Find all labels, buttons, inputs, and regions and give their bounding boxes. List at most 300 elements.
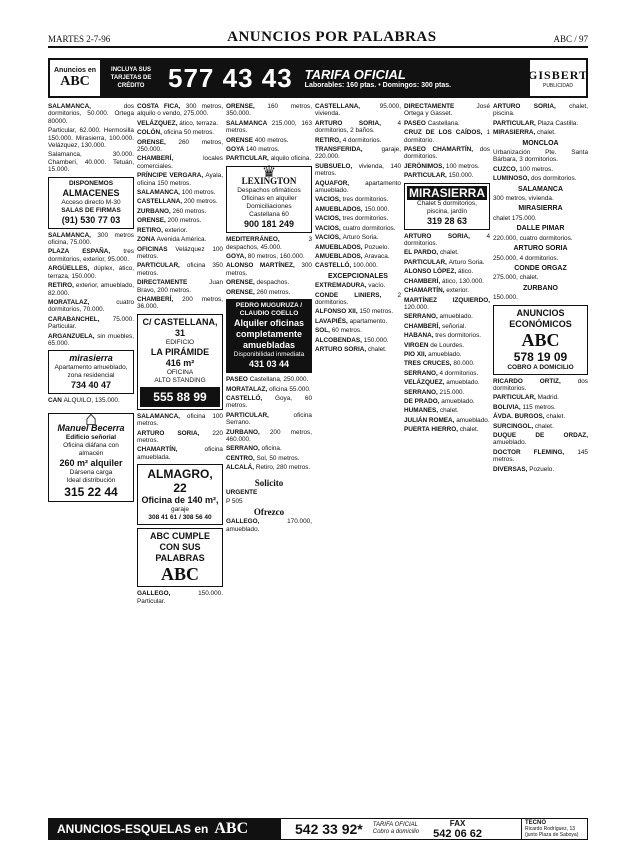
classified-ad — [137, 236, 223, 243]
ad-body: oficina 100 metros. — [137, 412, 223, 428]
ad-list — [226, 236, 312, 296]
ad-heading: AQUAFOR, — [315, 179, 366, 187]
ad-heading: VACIOS, — [315, 215, 343, 223]
classified-ad — [226, 429, 312, 444]
classified-ad — [404, 233, 490, 248]
tarifa-title: TARIFA OFICIAL — [304, 67, 406, 82]
classified-ad — [404, 103, 490, 118]
classified-ad — [404, 370, 490, 377]
fax-block — [433, 818, 482, 840]
box-title: C/ CASTELLANA, 31 — [142, 316, 218, 338]
fax-phone[interactable]: 542 06 62 — [433, 828, 483, 840]
classified-ad — [226, 376, 312, 383]
tecno-title: TECNO — [525, 820, 546, 826]
classified-ad — [315, 337, 401, 344]
ad-body: chalet. — [459, 426, 479, 434]
classified-ad — [315, 282, 401, 289]
ad-body: 145 metros. — [493, 448, 588, 464]
ad-body: 95.000, vivienda. — [315, 103, 401, 118]
box-text: Chalet 5 dormitorios, piscina, jardín — [417, 199, 477, 215]
ad-heading: RETIRO, — [315, 136, 343, 144]
classified-ad — [48, 248, 134, 263]
ad-body: 4 dormitorios, 2 baños. — [315, 119, 401, 135]
classified-ad — [137, 446, 223, 461]
ad-heading: MORATALAZ, — [226, 385, 270, 393]
classified-ad — [137, 120, 223, 127]
ad-heading: DIRECTAMENTE — [404, 103, 477, 110]
ad-body: José Ortega y Gasset. — [404, 103, 490, 118]
tarifa-line: TARIFA OFICIAL — [372, 822, 418, 828]
classified-ad — [137, 590, 223, 605]
box-line: 260 m² alquiler — [59, 458, 123, 469]
ad-list — [493, 166, 588, 183]
ad-body: 150.000. — [363, 336, 389, 344]
ad-body: 300 metros, alquilo o vendo, 275.000. — [137, 103, 223, 118]
ad-heading: RETIRO, — [137, 226, 165, 234]
ad-body: Particular, 62.000. Hermosilla 150.000. Mirasierra, 100.000. Velázquez, 130.000. — [48, 127, 134, 150]
ad-list — [404, 233, 490, 434]
footer-phone[interactable]: 542 33 92* — [295, 821, 363, 837]
classified-ad — [404, 360, 490, 367]
box-title: PEDRO MUGURUZA / CLAUDIO COELLO — [235, 302, 303, 318]
ad-body: vivienda, 140 metros. — [315, 162, 401, 178]
esquelas-label: ANUNCIOS-ESQUELAS en — [57, 822, 209, 836]
ad-heading: PASEO CHAMARTÍN, — [404, 146, 480, 154]
ad-body: Velázquez 100 metros. — [137, 245, 223, 260]
tecno-line: (junto Plaza de Saboya) — [525, 832, 579, 838]
box-line: ALTO STANDING — [154, 376, 206, 384]
ad-body: 300 metros oficina, 75.000. — [48, 231, 134, 247]
ad-heading: ALCALÁ, — [226, 464, 256, 472]
ad-body: Retiro, 280 metros. — [255, 464, 311, 472]
ad-heading: DIRECTAMENTE — [137, 279, 210, 287]
ad-heading: MEDITERRÁNEO, — [226, 236, 309, 244]
ad-body: 160 metros, 350.000. — [226, 103, 312, 118]
classified-ad — [137, 217, 223, 224]
classified-ad — [404, 129, 490, 144]
ad-heading: SALAMANCA, — [137, 412, 187, 420]
section-heading: Ofrezco — [253, 506, 285, 517]
footer-banner — [48, 818, 588, 840]
ad-body: vacío. — [368, 282, 386, 290]
lexington-box — [226, 163, 312, 233]
ad-body: dos dormitorios. — [404, 146, 490, 161]
classified-ad — [493, 466, 588, 473]
classified-ad — [404, 351, 490, 358]
muguruza-box — [226, 299, 312, 373]
classified-ad — [493, 120, 588, 127]
ad-heading: SERRANO, — [404, 369, 440, 377]
ad-body: 200 metros, 460.000. — [226, 428, 312, 443]
ad-body: amueblado. — [439, 313, 473, 321]
ad-heading: PARTICULAR, — [404, 172, 449, 180]
box-phone[interactable]: (91) 530 77 03 — [61, 214, 121, 225]
classified-ad — [48, 299, 134, 314]
ad-body: Goya, 60 metros. — [226, 394, 312, 410]
ad-heading: ALCOBENDAS, — [315, 336, 364, 344]
classified-ad — [404, 120, 490, 127]
ad-body: chalet. — [439, 249, 459, 257]
classified-ad — [137, 103, 223, 118]
banner-tarifa — [305, 67, 451, 89]
box-line: ECONÓMICOS — [509, 318, 572, 329]
ad-heading: PARTICULAR, — [493, 394, 538, 402]
ad-body: 260 metros. — [172, 207, 207, 215]
ad-text: chalet 175.000. — [493, 214, 537, 222]
ad-body: apartamento. — [349, 317, 388, 325]
ad-heading: CASTELLÓ, — [226, 394, 276, 402]
classified-ad — [493, 432, 588, 447]
ad-heading: CASTELLANA, — [315, 103, 380, 110]
ad-heading: EL PARDO, — [404, 249, 440, 257]
ad-heading: DE PRADO, — [404, 397, 442, 405]
tarifa-line: Cobro a domicilio — [372, 829, 420, 835]
ad-body: Pozuelo. — [364, 243, 390, 251]
section-heading: SALAMANCA — [517, 185, 564, 193]
ad-heading: DUQUE DE ORDAZ, — [493, 431, 588, 439]
ad-heading: CONDE LINIERS, — [315, 291, 398, 299]
classified-ad — [315, 146, 401, 161]
ad-body: 4 dormitorios. — [439, 369, 479, 377]
ad-body: 80.000. — [453, 360, 475, 368]
ad-body: 1 dormitorio. — [404, 129, 490, 144]
ad-body: ático, 130.000. — [442, 277, 484, 285]
ad-body: 75.000. Particular. — [48, 315, 134, 331]
ad-heading: CHAMARTÍN, — [404, 287, 447, 295]
credit-cards-notice: INCLUYA SUS TARJETAS DE CRÉDITO — [102, 60, 160, 96]
classified-ad — [315, 253, 401, 260]
classified-ad — [315, 327, 401, 334]
ad-heading: MORATALAZ, — [48, 298, 117, 306]
ad-body: 100 metros. — [519, 165, 554, 173]
ad-heading: CASTELLÓ, — [315, 262, 353, 270]
ad-heading: ALONSO LÓPEZ, — [404, 268, 458, 276]
ad-body: 170.000, amueblado. — [226, 518, 312, 533]
ad-heading: VELÁZQUEZ, — [404, 379, 447, 387]
ad-heading: AMUEBLADOS, — [315, 252, 365, 260]
box-phone[interactable]: 308 41 61 / 308 56 40 — [148, 514, 212, 522]
classified-ad — [404, 278, 490, 285]
ad-heading: AMUEBLADOS, — [315, 243, 365, 251]
ad-heading: TRANSFERIDA, — [315, 146, 382, 154]
box-phone[interactable]: 734 40 47 — [70, 380, 112, 391]
ad-heading: LAVAPIÉS, — [315, 317, 350, 325]
box-title: mirasierra — [69, 353, 113, 364]
ad-body: oficina 55.000. — [269, 385, 311, 393]
ad-heading: GOYA — [226, 146, 246, 154]
box-title: Manuel Becerra — [57, 423, 125, 434]
classified-ad — [404, 379, 490, 386]
becerra-box — [48, 407, 134, 502]
ad-body: 300 metros. — [226, 262, 312, 277]
banner-phone[interactable]: 577 43 43 — [168, 62, 293, 93]
ad-body: 4 dormitorios. — [342, 136, 382, 144]
box-phone[interactable]: 578 19 09 — [513, 349, 568, 364]
ad-heading: PARTICULAR, — [226, 155, 271, 163]
classified-ad — [493, 129, 588, 136]
ad-heading: HABANA, — [404, 332, 436, 340]
ad-body: locales comerciales. — [137, 155, 223, 170]
ad-body: 200 metros. — [183, 198, 218, 206]
ad-body: 150.000. — [448, 172, 474, 180]
ad-heading: CARABANCHEL, — [48, 315, 113, 323]
ad-body: 2 dormitorios. — [315, 291, 401, 306]
column-1 — [48, 103, 134, 815]
ad-body: dúplex, ático, terraza, 150.000. — [48, 265, 134, 280]
almacenes-box — [48, 177, 134, 229]
classified-ad — [226, 464, 312, 471]
ad-body: tres dormitorios, exterior, 95.000. — [48, 248, 134, 263]
ad-body: amueblado. — [441, 397, 475, 405]
ad-list — [315, 103, 401, 270]
fax-label: FAX — [449, 819, 466, 828]
box-line: OFICINA — [166, 368, 194, 376]
ad-body: 150.000. — [364, 205, 390, 213]
ad-heading: VELÁZQUEZ, — [137, 119, 180, 127]
ad-heading: SUBSUELO, — [315, 162, 359, 170]
ad-heading: GALLEGO, — [226, 518, 288, 526]
ad-list — [137, 413, 223, 461]
box-title: LEXINGTON — [241, 176, 297, 187]
box-line: Dársena carga — [69, 469, 113, 477]
ad-text: 220.000, cuatro dormitorios. — [493, 234, 573, 242]
ad-body: dos dormitorios. — [493, 377, 588, 392]
ad-heading: CUZCO, — [493, 165, 520, 173]
ad-body: chalet, piscina. — [493, 103, 588, 118]
ad-body: 60 metros. — [331, 327, 362, 335]
ad-body: Arturo Soria. — [342, 234, 379, 242]
classified-ad — [493, 404, 588, 411]
box-phone[interactable]: 900 181 249 — [243, 219, 295, 230]
classified-ad — [137, 198, 223, 205]
tecno-block — [521, 819, 587, 839]
box-text: Apartamento amueblado, zona residencial — [54, 364, 128, 380]
box-line: 416 m² — [165, 357, 195, 368]
ad-heading: ZONA — [137, 236, 157, 244]
ad-heading: SALAMANCA, — [48, 103, 124, 110]
top-banner — [48, 58, 588, 98]
classified-ad — [137, 413, 223, 428]
ad-heading: CRUZ DE LOS CAÍDOS, — [404, 129, 487, 137]
ad-body: de Lourdes. — [430, 341, 465, 349]
classified-ad — [137, 430, 223, 445]
abc-logo: ABC — [521, 329, 560, 350]
box-phone[interactable]: 319 28 63 — [426, 215, 468, 226]
ad-body: amueblado. — [456, 416, 490, 424]
ad-heading: JERÓNIMOS, — [404, 162, 446, 170]
classified-ad — [48, 316, 134, 331]
banner-logo-small: Anuncios en — [53, 66, 96, 74]
abc-cumple-box — [137, 528, 223, 587]
ad-heading: ARTURO SORIA, — [404, 232, 487, 240]
classified-ad — [404, 407, 490, 414]
classified-ad — [493, 449, 588, 464]
ad-body: apartamento amueblado. — [315, 179, 401, 195]
ad-heading: BOLIVIA, — [493, 403, 523, 411]
ad-heading: VACIOS, — [315, 224, 343, 232]
ad-list — [137, 103, 223, 311]
ad-heading: PUERTA HIERRO, — [404, 426, 460, 434]
box-phone[interactable]: 315 22 44 — [64, 485, 118, 500]
ad-heading: ARGANZUELA, — [48, 332, 98, 340]
classified-ad — [315, 262, 401, 269]
ad-body: Plaza Castilla. — [537, 119, 579, 127]
box-line: garaje — [170, 506, 190, 514]
box-phone[interactable]: 555 88 99 — [140, 387, 220, 407]
box-line: Edificio señorial — [65, 434, 117, 442]
ad-heading: SALAMANCA, — [137, 189, 182, 197]
ad-body: chalet. — [537, 129, 556, 137]
classified-ad — [493, 423, 588, 430]
ad-heading: JULIÁN ROMEA, — [404, 416, 457, 424]
ad-heading: MARTÍNEZ IZQUIERDO, — [404, 296, 490, 304]
ad-heading: MIRASIERRA, — [493, 129, 538, 137]
ad-body: 200 metros, 36.000. — [137, 295, 223, 311]
ad-heading: PASEO — [226, 376, 250, 384]
classified-ad — [315, 120, 401, 135]
classified-ad — [404, 297, 490, 312]
ad-list — [48, 397, 134, 404]
ad-heading: SALAMANCA — [226, 119, 272, 127]
section-title: ANUNCIOS POR PALABRAS — [227, 29, 437, 45]
classified-ad — [315, 346, 401, 353]
ad-body: Aravaca. — [364, 252, 390, 260]
ad-heading: EXTREMADURA, — [315, 282, 369, 290]
ad-heading: SERRANO, — [404, 388, 440, 396]
tecno-line: Ricardo Rodríguez, 13 — [525, 826, 576, 832]
ad-body: alquilo oficina. — [270, 155, 312, 163]
ad-heading: ORENSE, — [226, 288, 257, 296]
ad-heading: PLAZA ESPAÑA, — [48, 248, 124, 256]
classified-ad — [137, 227, 223, 234]
ad-body: Sol, 50 metros. — [256, 454, 300, 462]
classified-ad — [137, 208, 223, 215]
ad-body: 120.000. — [404, 303, 429, 311]
ad-body: amueblado. — [493, 439, 527, 447]
box-line: DISPONEMOS — [68, 179, 114, 187]
ad-body: Castellana. — [427, 119, 460, 127]
banner-main — [160, 60, 528, 96]
classified-ad — [315, 308, 401, 315]
classified-ad — [226, 445, 312, 452]
ad-body: 150 metros. — [359, 308, 394, 316]
ad-body: chalet. — [367, 345, 387, 353]
ad-text: 300 metros, vivienda. — [493, 195, 554, 203]
ad-body: ALQUILO, 135.000. — [63, 397, 120, 405]
ad-heading: HUMANES, — [404, 407, 440, 415]
ad-heading: TRES CRUCES, — [404, 360, 454, 368]
ad-body: chalet. — [546, 413, 566, 421]
ad-heading: ARGÜELLES, — [48, 265, 94, 273]
box-line: Alquiler oficinas — [233, 318, 304, 329]
classified-ad — [315, 180, 401, 195]
classified-ad — [226, 120, 312, 135]
ad-heading: VACIOS, — [315, 234, 343, 242]
ad-heading: PRÍNCIPE VERGARA, — [137, 172, 206, 180]
ad-heading: ÁVDA. BURGOS, — [493, 413, 547, 421]
box-phone[interactable]: 431 03 44 — [248, 359, 290, 370]
ad-list — [315, 282, 401, 353]
classified-ad — [48, 103, 134, 125]
ad-body: 115 metros. — [522, 403, 556, 411]
ad-body: oficina Serrano. — [226, 411, 312, 427]
footer-tarifa — [373, 822, 419, 836]
page-number: ABC / 97 — [553, 34, 588, 44]
classified-ad — [48, 232, 134, 247]
section-heading: MIRASIERRA — [518, 205, 563, 213]
column-2 — [137, 103, 223, 815]
ad-body: oficina 350 metros. — [137, 262, 223, 277]
box-line: SALAS DE FIRMAS — [61, 206, 121, 214]
classified-ad — [48, 127, 134, 149]
ad-heading: PARTICULAR, — [404, 258, 449, 266]
ad-heading: CHAMBERÍ, — [137, 155, 204, 163]
almagro-box — [137, 464, 223, 525]
classified-ad — [137, 129, 223, 136]
ad-body: exterior. — [164, 226, 188, 234]
ad-heading: ORENSE, — [226, 279, 257, 287]
ad-body: Arturo Soria. — [448, 258, 485, 266]
ad-list — [493, 378, 588, 473]
ad-body: oficina 50 metros. — [163, 129, 215, 137]
classified-ad — [315, 292, 401, 307]
classified-ad — [315, 103, 401, 118]
ad-body: 4 dormitorios. — [404, 232, 490, 248]
box-title: MIRASIERRA — [408, 185, 485, 200]
abc-logo: ABC — [214, 820, 249, 837]
ad-heading: CHAMARTÍN, — [137, 446, 205, 454]
classified-ad — [315, 137, 401, 144]
classified-ad — [404, 259, 490, 266]
ad-heading: DOCTOR FLEMING, — [493, 448, 578, 456]
classified-ad — [493, 166, 588, 173]
classified-ad — [226, 155, 312, 162]
ad-body: ático. — [457, 268, 474, 276]
ad-body: oficina. — [261, 445, 282, 453]
ad-list — [137, 590, 223, 605]
classified-ad — [493, 378, 588, 393]
classified-ad — [226, 395, 312, 410]
ad-body: 100.000. — [353, 262, 378, 270]
ad-heading: SURCINGOL, — [493, 422, 535, 430]
section-heading: MONCLOA — [522, 139, 559, 147]
classified-ad — [404, 287, 490, 294]
box-line: Ideal distribución — [66, 477, 116, 485]
classified-ad — [404, 389, 490, 396]
ad-body: amueblado. — [446, 379, 480, 387]
ad-heading: LUMINOSO, — [493, 175, 531, 183]
ad-list — [226, 376, 312, 471]
box-title: ALMAGRO, 22 — [147, 467, 213, 496]
box-line: Domiciliaciones — [246, 203, 292, 211]
ad-heading: SALAMANCA, — [48, 231, 98, 239]
ad-body: chalet. — [439, 407, 459, 415]
ad-body: exterior, amueblado, 82.000. — [48, 282, 134, 297]
mirasierra-box — [48, 350, 134, 394]
ad-text: Urbanización Pte. Santa Bárbara, 3 dormitorios. — [493, 149, 588, 164]
ad-body: amueblado. — [428, 350, 462, 358]
ad-heading: ARTURO SORIA, — [315, 119, 398, 127]
mirasierra-chalet-box — [404, 183, 490, 230]
ad-heading: CHAMBERÍ, — [404, 322, 442, 330]
ad-body: Castellana, 250.000. — [249, 376, 309, 384]
ad-heading: VACIOS, — [315, 196, 343, 204]
classified-ad — [315, 196, 401, 203]
ad-body: 200 metros. — [167, 217, 202, 225]
ad-body: cuatro dormitorios. — [342, 224, 396, 232]
ad-heading: OFICINAS — [137, 245, 176, 253]
ad-heading: ORENSE — [226, 136, 255, 144]
